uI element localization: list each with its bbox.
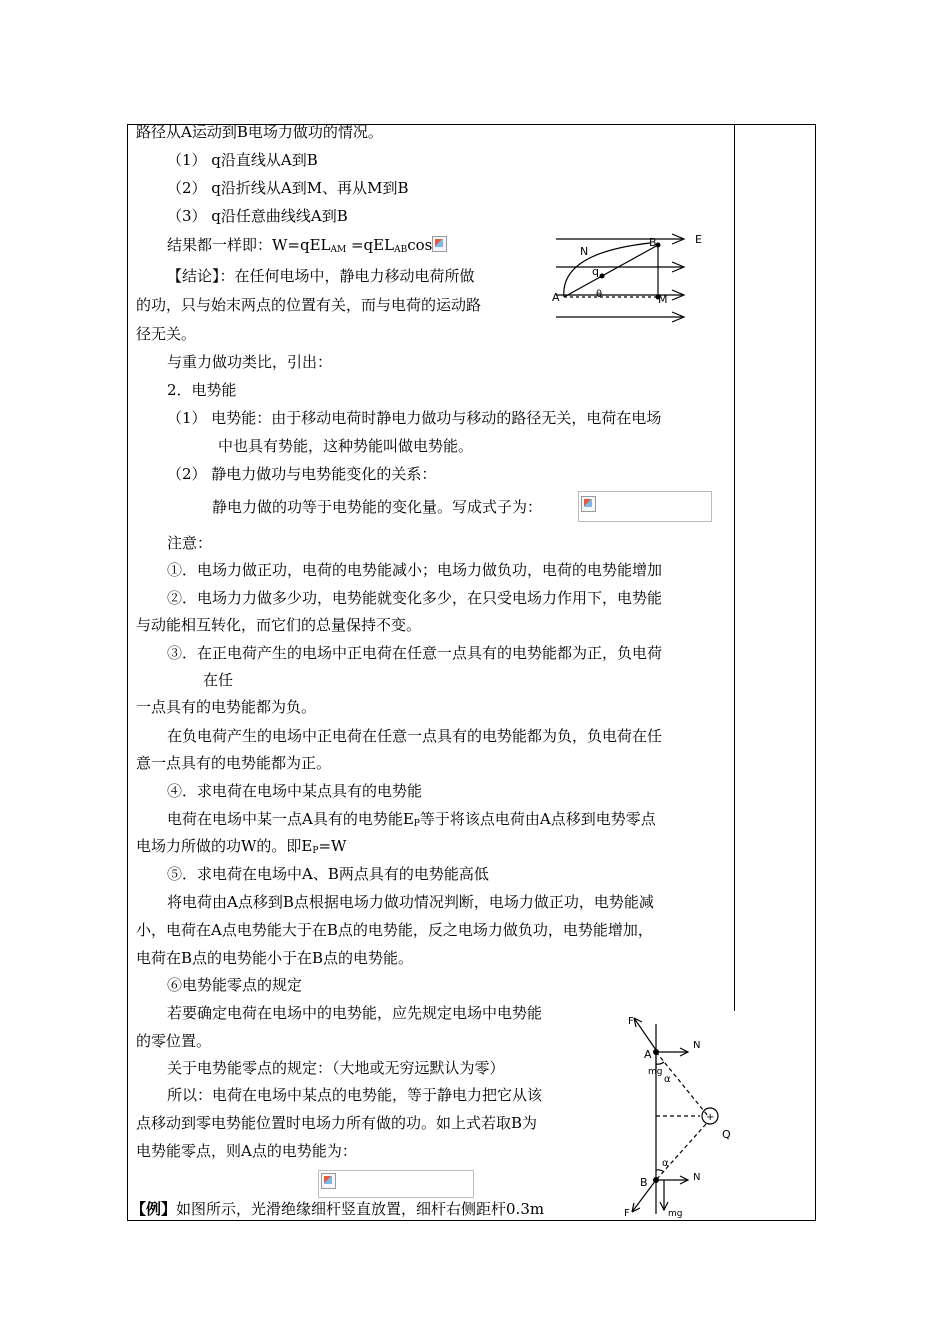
work-formula: 结果都一样即：W=qEL$_{AM}$ =qEL$_{AB}$cos <box>167 235 447 260</box>
text-line: 径无关。 <box>136 325 197 343</box>
note-4: ④．求电荷在电场中某点具有的电势能 <box>167 782 423 800</box>
note-5: ⑤．求电荷在电场中A、B两点具有的电势能高低 <box>167 865 489 883</box>
angle-label-theta: θ <box>596 289 603 300</box>
text-line: 在任 <box>203 671 234 689</box>
case-3: （3） q沿任意曲线线A到B <box>167 207 348 225</box>
force-label-F-bottom: F <box>624 1208 630 1219</box>
text-line: 将电荷由A点移到B点根据电场力做功情况判断，电场力做正功，电势能减 <box>167 893 654 911</box>
text-line: 注意： <box>167 534 213 552</box>
text-line: 若要确定电荷在电场中的电势能，应先规定电场中电势能 <box>167 1004 543 1022</box>
field-label-E: E <box>695 233 702 246</box>
text-line: 路径从A运动到B电场力做功的情况。 <box>136 123 383 141</box>
text-line: 小，电荷在A点电势能大于在B点的电势能，反之电场力做负功，电势能增加， <box>136 921 653 939</box>
case-1: （1） q沿直线从A到B <box>167 151 318 169</box>
formula-placeholder <box>578 491 712 522</box>
formula-placeholder <box>318 1170 474 1198</box>
text-line: 一点具有的电势能都为负。 <box>136 698 317 716</box>
text-line: （2） 静电力做功与电势能变化的关系： <box>167 465 437 483</box>
broken-image-icon <box>581 496 596 512</box>
broken-image-icon <box>321 1173 336 1189</box>
text-line: 在负电荷产生的电场中正电荷在任意一点具有的电势能都为负，负电荷在任 <box>167 727 663 745</box>
text-line: 关于电势能零点的规定：（大地或无穷远默认为零） <box>167 1059 505 1077</box>
broken-image-icon <box>432 236 447 252</box>
angle-label-alpha-bottom: α <box>662 1158 669 1169</box>
text-line: 与动能相互转化，而它们的总量保持不变。 <box>136 616 422 634</box>
point-label-M: M <box>658 293 668 306</box>
note-3: ③．在正电荷产生的电场中正电荷在任意一点具有的电势能都为正，负电荷 <box>167 644 663 662</box>
column-divider <box>734 124 735 1011</box>
text-line: （1） 电势能：由于移动电荷时静电力做功与移动的路径无关，电荷在电场 <box>167 409 662 427</box>
text-line: 的零位置。 <box>136 1032 212 1050</box>
section-heading: 2．电势能 <box>167 381 237 399</box>
uniform-field-diagram <box>550 225 720 325</box>
charge-label-Q: Q <box>722 1128 731 1141</box>
normal-label-N-bottom: N <box>693 1172 701 1183</box>
note-6: ⑥电势能零点的规定 <box>167 976 303 994</box>
charge-label-q: q <box>592 265 599 278</box>
point-label-B: B <box>649 236 657 249</box>
text-line: 与重力做功类比，引出： <box>167 353 333 371</box>
normal-label-N-top: N <box>693 1040 701 1051</box>
text-line: 电荷在电场中某一点A具有的电势能$E_P$等于将该点电荷由A点移到电势零点 <box>167 810 656 829</box>
charge-plus-sign: + <box>706 1112 715 1123</box>
example-line: 【例】如图所示，光滑绝缘细杆竖直放置，细杆右侧距杆0.3m <box>131 1200 545 1218</box>
text-line: 的功，只与始末两点的位置有关，而与电荷的运动路 <box>136 296 482 314</box>
text-line: 中也具有势能，这种势能叫做电势能。 <box>218 437 474 455</box>
text-line: 所以：电荷在电场中某点的电势能，等于静电力把它从该 <box>167 1086 543 1104</box>
curve-label-N: N <box>580 245 589 258</box>
note-1: ①．电场力做正功，电荷的电势能减小；电场力做负功，电荷的电势能增加 <box>167 561 663 579</box>
text-line: 电荷在B点的电势能小于在B点的电势能。 <box>136 949 414 967</box>
text-line: 电场力所做的功W的。即$E_P=W$ <box>136 837 347 856</box>
text-line: 静电力做的功等于电势能的变化量。写成式子为： <box>212 498 543 516</box>
text-line: 点移动到零电势能位置时电场力所有做的功。如上式若取B为 <box>136 1114 538 1132</box>
text-line: 电势能零点，则A点的电势能为： <box>136 1142 357 1160</box>
point-label-A: A <box>644 1048 652 1061</box>
rod-charge-diagram <box>620 1010 740 1220</box>
point-label-B: B <box>640 1176 648 1189</box>
text-line: 意一点具有的电势能都为正。 <box>136 754 332 772</box>
force-label-F-top: F <box>628 1016 634 1027</box>
angle-label-alpha-top: α <box>664 1074 671 1085</box>
note-2: ②．电场力力做多少功，电势能就变化多少，在只受电场力作用下，电势能 <box>167 589 663 607</box>
conclusion: 【结论】：在任何电场中，静电力移动电荷所做 <box>167 267 475 285</box>
case-2: （2） q沿折线从A到M、再从M到B <box>167 179 409 197</box>
point-label-A: A <box>552 291 560 304</box>
weight-label-mg-bottom: mg <box>668 1209 683 1219</box>
weight-label-mg-top: mg <box>648 1067 663 1077</box>
